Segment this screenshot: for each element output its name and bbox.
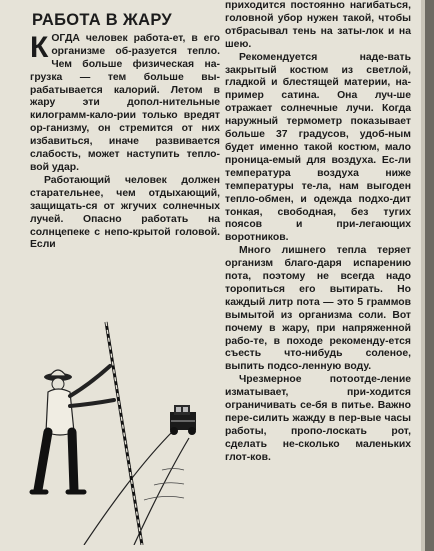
left-column [30,0,220,252]
paragraph-clothing: Рекомендуется наде-вать закрытый костюм из светлой, гладкой и блестящей материи, на-пример сатина. Она луч-ше отражает солнечные лучи. Когда наружный термометр показывает больше 37 градусов, удоб-ным будет именно такой костюм, мало проница-емый для воздуха. Ес-ли температура воздуха ниже температуры те-ла, нам выгоден тепло-обмен, и одежда подхо-дит тонкая, свободная, без тугих поясов и при-легающих воротников. [225,51,411,244]
intro-text: ОГДА человек работа-ет, в его организме об-разуется тепло. Чем больше физическая на-грузка — тем больше вы-рабатывается калорий. Летом в жару эти допол-нительные килограмм-кало-рии только вредят ор-ганизму, он стремится от них избавиться, иначе развивается слабость, может наступить тепло-вой удар. [30,32,220,173]
article-title: РАБОТА В ЖАРУ [32,11,172,29]
paragraph-continued: приходится постоянно нагибаться, головной убор нужен такой, чтобы отбрасывал тень на заты-лок и на шею. [225,0,411,50]
paragraph-thirst: Чрезмерное потоотде-ление изматывает, при-ходится ограничивать се-бя в питье. Важно пере-силить жажду в пер-вые часы работы, пропо-лоскать рот, сделать не-сколько маленьких глот-ков. [225,374,411,463]
illustration-surveyor [24,320,222,545]
survey-rod-icon [106,322,142,545]
road-line-icon [134,438,189,545]
truck-icon [170,405,196,435]
paragraph-protection: Работающий человек должен старательнее, чем отдыхающий, защищать-ся от жгучих солнечных лучей. Опасно работать на солнцепеке с непо-крытой головой. Если [30,174,220,251]
drop-cap: К [30,30,49,64]
intro-paragraph [30,30,220,175]
road-line-icon [84,430,174,545]
right-column [225,0,411,465]
page-edge [425,0,434,551]
man-figure-icon [32,366,114,492]
paragraph-sweat: Много лишнего тепла теряет организм благо-даря испарению пота, поэтому не всегда надо торопиться его вытирать. Но каждый литр пота — это 5 граммов вымытой из организма соли. Вот почему в жару, при напряженной рабо-те, в походе рекоменду-ется съесть что-нибудь соленое, выпить подсо-ленную воду. [225,245,411,373]
